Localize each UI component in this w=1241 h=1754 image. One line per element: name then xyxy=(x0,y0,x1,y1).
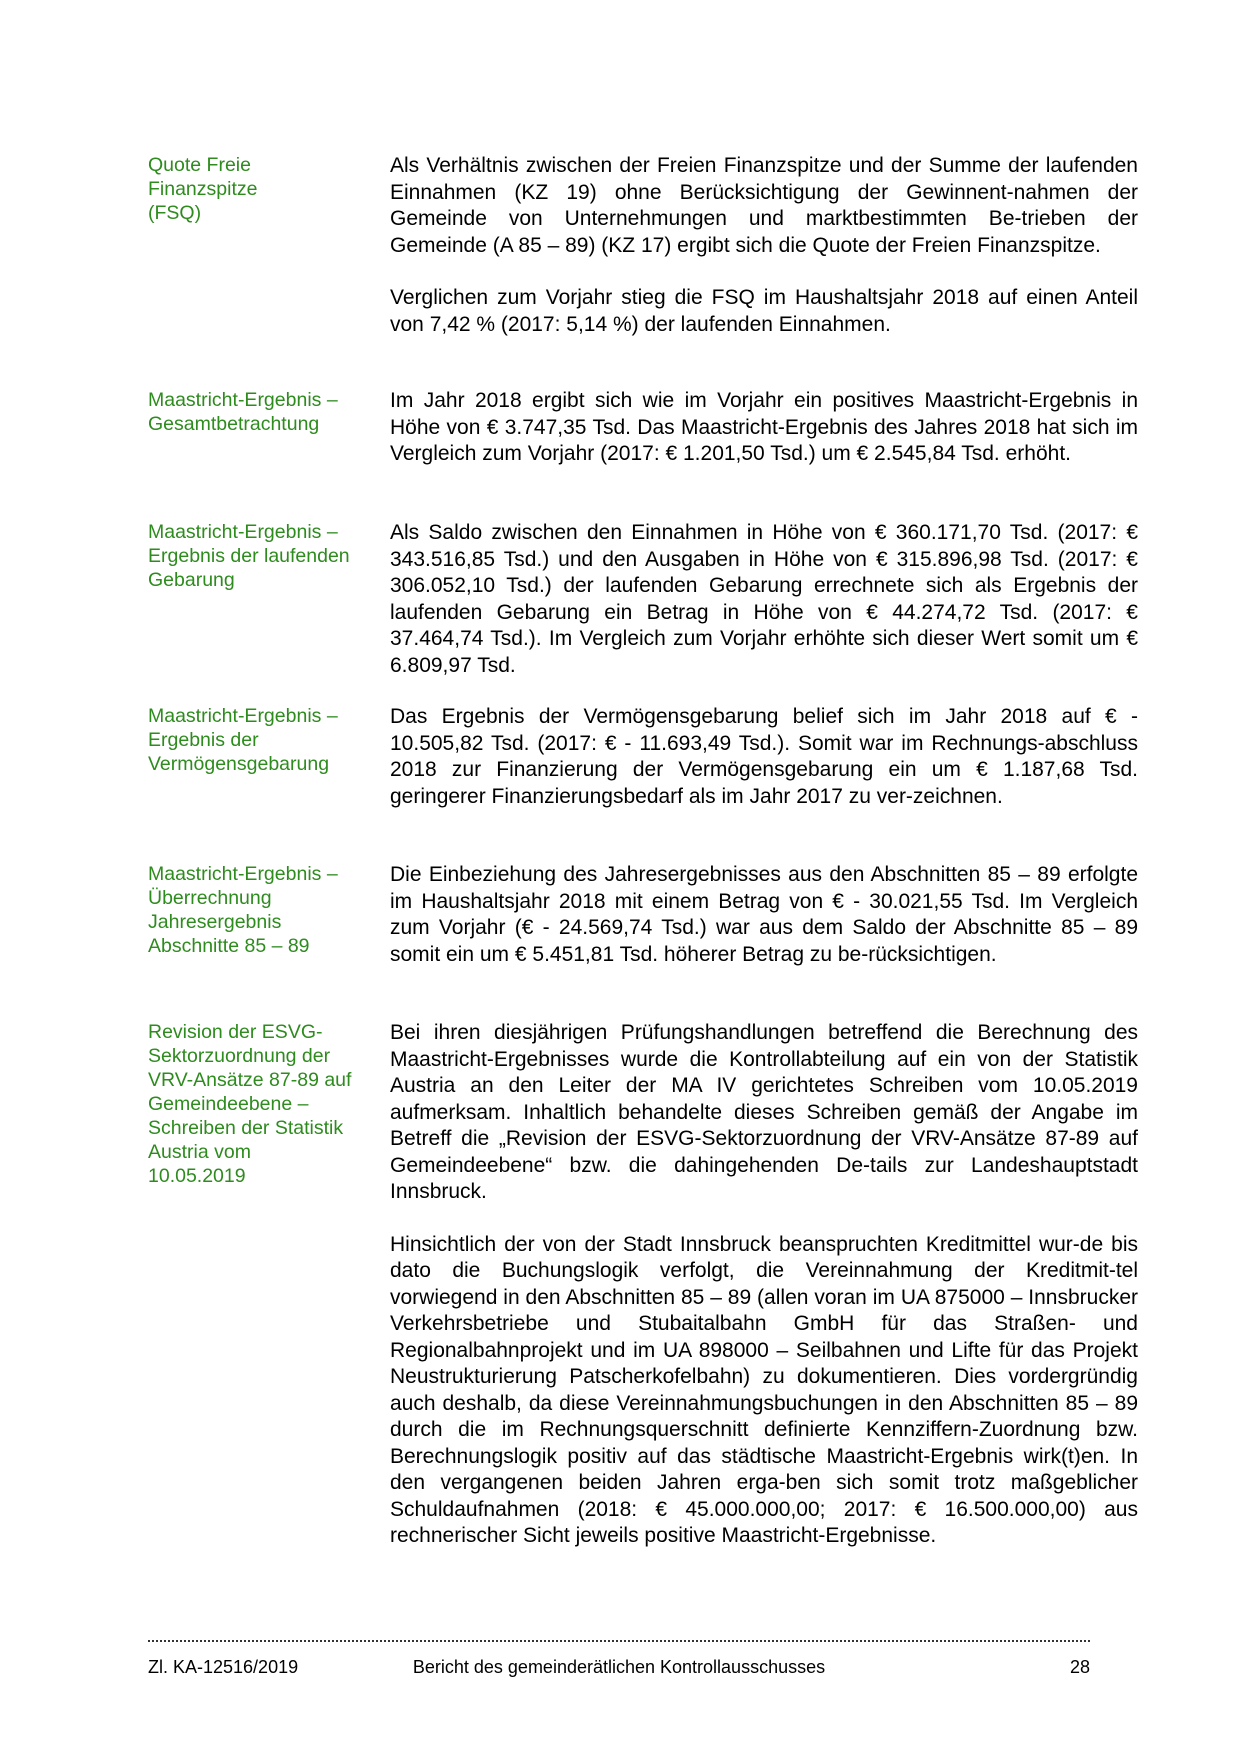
paragraph: Das Ergebnis der Vermögensgebarung belief sich im Jahr 2018 auf € - 10.505,82 Tsd. (2017: € - 11.693,49 Tsd.). Somit war im Rechnungs-abschluss 2018 zur Finanzierung der Vermögensgebarung ein um € 1.187,68 Tsd. geringerer Finanzierungsbedarf als im Jahr 2017 zu ver-zeichnen. xyxy=(390,705,1138,808)
section-label xyxy=(148,704,378,776)
label-line: Maastricht-Ergebnis – xyxy=(148,521,338,543)
label-line: VRV-Ansätze 87-89 auf xyxy=(148,1069,352,1091)
paragraph: Bei ihren diesjährigen Prüfungshandlungen betreffend die Berechnung des Maastricht-Ergebnisses wurde die Kontrollabteilung auf ein von der Statistik Austria an den Leiter der MA IV gerichtetes Schreiben vom 10.05.2019 aufmerksam. Inhaltlich behandelte dieses Schreiben gemäß der Angabe im Betreff die „Revision der ESVG-Sektorzuordnung der VRV-Ansätze 87-89 auf Gemeindeebene“ bzw. die dahingehenden De-tails zur Landeshauptstadt Innsbruck. xyxy=(390,1021,1138,1203)
label-line: Vermögensgebarung xyxy=(148,753,330,775)
label-line: Gesamtbetrachtung xyxy=(148,413,320,435)
label-line: Revision der ESVG- xyxy=(148,1021,323,1043)
section-label xyxy=(148,520,378,592)
section-body xyxy=(390,388,1138,468)
label-line: 10.05.2019 xyxy=(148,1165,246,1187)
label-line: Maastricht-Ergebnis – xyxy=(148,863,338,885)
section-label xyxy=(148,153,378,225)
paragraph: Als Saldo zwischen den Einnahmen in Höhe von € 360.171,70 Tsd. (2017: € 343.516,85 Tsd.) und den Ausgaben in Höhe von € 315.896,98 Tsd. (2017: € 306.052,10 Tsd.) der laufenden Gebarung errechnete sich als Ergebnis der laufenden Gebarung ein Betrag in Höhe von € 44.274,72 Tsd. (2017: € 37.464,74 Tsd.). Im Vergleich zum Vorjahr erhöhte sich dieser Wert somit um € 6.809,97 Tsd. xyxy=(390,521,1138,677)
section-body xyxy=(390,704,1138,810)
label-line: Überrechnung xyxy=(148,887,272,909)
label-line: Gebarung xyxy=(148,569,235,591)
paragraph: Die Einbeziehung des Jahresergebnisses aus den Abschnitten 85 – 89 erfolgte im Haushaltsjahr 2018 mit einem Betrag von € - 30.021,55 Tsd. Im Vergleich zum Vorjahr (€ - 24.569,74 Tsd.) war aus dem Saldo der Abschnitte 85 – 89 somit ein um € 5.451,81 Tsd. höherer Betrag zu be-rücksichtigen. xyxy=(390,863,1138,966)
page-number: 28 xyxy=(1069,1657,1090,1677)
section-label xyxy=(148,1020,378,1188)
label-line: Ergebnis der xyxy=(148,729,259,751)
label-line: Maastricht-Ergebnis – xyxy=(148,389,338,411)
section-body xyxy=(390,520,1138,679)
section-body xyxy=(390,153,1138,338)
label-line: Finanzspitze xyxy=(148,178,258,200)
label-line: Maastricht-Ergebnis – xyxy=(148,705,338,727)
label-line: Austria vom xyxy=(148,1141,251,1163)
label-line: Schreiben der Statistik xyxy=(148,1117,344,1139)
label-line: Gemeindeebene – xyxy=(148,1093,309,1115)
label-line: (FSQ) xyxy=(148,202,202,224)
page-footer xyxy=(148,1656,1090,1680)
paragraph: Als Verhältnis zwischen der Freien Finanzspitze und der Summe der laufenden Einnahmen (KZ 19) ohne Berücksichtigung der Gewinnent-nahmen der Gemeinde von Unternehmungen und marktbestimmten Be-trieben der Gemeinde (A 85 – 89) (KZ 17) ergibt sich die Quote der Freien Finanzspitze. xyxy=(390,154,1138,257)
label-line: Ergebnis der laufenden xyxy=(148,545,350,567)
document-reference: Zl. KA-12516/2019 xyxy=(148,1657,299,1677)
section-label xyxy=(148,862,378,958)
paragraph: Verglichen zum Vorjahr stieg die FSQ im Haushaltsjahr 2018 auf einen Anteil von 7,42 % (2017: 5,14 %) der laufenden Einnahmen. xyxy=(390,286,1138,336)
footer-divider xyxy=(148,1640,1090,1642)
report-title: Bericht des gemeinderätlichen Kontrollausschusses xyxy=(412,1657,826,1677)
label-line: Quote Freie xyxy=(148,154,251,176)
section-body xyxy=(390,862,1138,968)
label-line: Jahresergebnis xyxy=(148,911,282,933)
section-label xyxy=(148,388,378,436)
paragraph: Im Jahr 2018 ergibt sich wie im Vorjahr ein positives Maastricht-Ergebnis in Höhe von € 3.747,35 Tsd. Das Maastricht-Ergebnis des Jahres 2018 hat sich im Vergleich zum Vorjahr (2017: € 1.201,50 Tsd.) um € 2.545,84 Tsd. erhöht. xyxy=(390,389,1138,465)
paragraph: Hinsichtlich der von der Stadt Innsbruck beanspruchten Kreditmittel wur-de bis dato die Buchungslogik verfolgt, die Vereinnahmung der Kreditmit-tel vorwiegend in den Abschnitten 85 – 89 (allen voran im UA 875000 – Innsbrucker Verkehrsbetriebe und Stubaitalbahn GmbH für das Straßen- und Regionalbahnprojekt und im UA 898000 – Seilbahnen und Lifte für das Projekt Neustrukturierung Patscherkofelbahn) zu dokumentieren. Dies vordergründig auch deshalb, da diese Vereinnahmungsbuchungen in den Abschnitten 85 – 89 durch die im Rechnungsquerschnitt definierte Kennziffern-Zuordnung bzw. Berechnungslogik positiv auf das städtische Maastricht-Ergebnis wirk(t)en. In den vergangenen beiden Jahren erga-ben sich somit trotz maßgeblicher Schuldaufnahmen (2018: € 45.000.000,00; 2017: € 16.500.000,00) aus rechnerischer Sicht jeweils positive Maastricht-Ergebnisse. xyxy=(390,1232,1138,1547)
label-line: Abschnitte 85 – 89 xyxy=(148,935,310,957)
section-body xyxy=(390,1020,1138,1550)
label-line: Sektorzuordnung der xyxy=(148,1045,331,1067)
